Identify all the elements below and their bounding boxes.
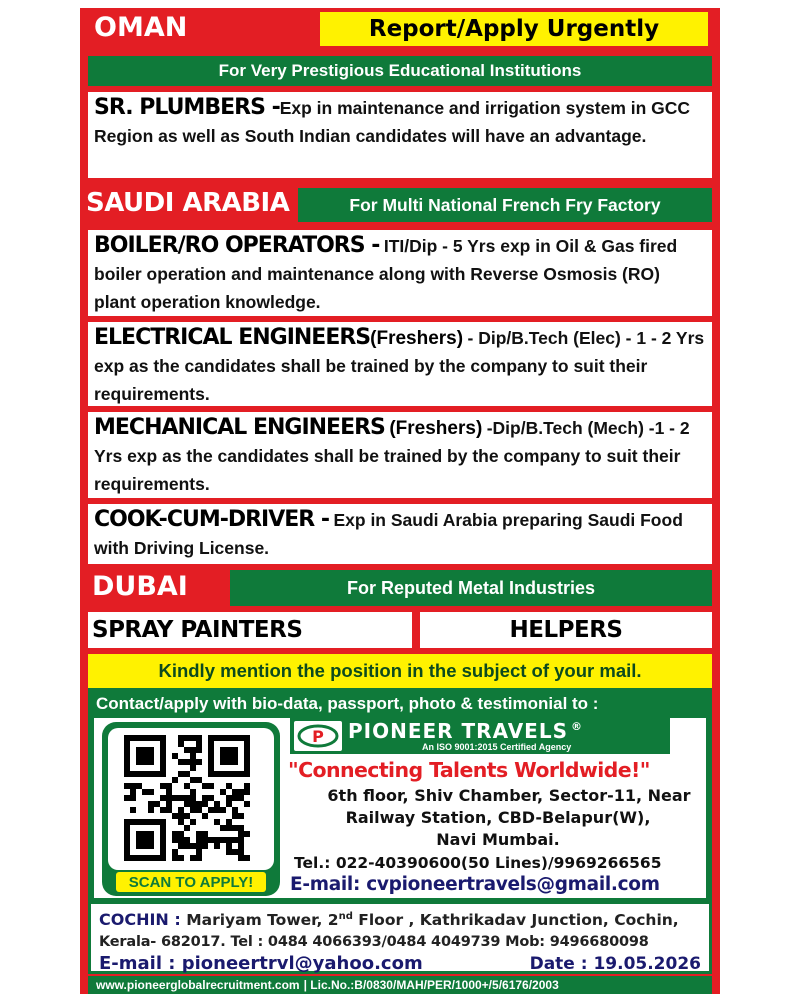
- urgent-banner: [320, 12, 708, 46]
- cochin-address-line: [99, 906, 701, 931]
- agency-telephone: Tel.: 022-40390600(50 Lines)/9969266565: [294, 854, 662, 872]
- cochin-label: COCHIN :: [99, 910, 181, 930]
- poster-date: Date : 19.05.2026: [529, 954, 701, 975]
- agency-certification: An ISO 9001:2015 Certified Agency: [422, 742, 572, 752]
- cochin-address-b: Floor , Kathrikadav Junction, Cochin,: [352, 911, 679, 930]
- job-title: MECHANICAL ENGINEERS: [94, 415, 385, 440]
- address-line: Navi Mumbai.: [436, 830, 560, 849]
- job-tag: (Freshers): [370, 328, 464, 349]
- position-spray-painters: [88, 612, 412, 648]
- qr-module: [172, 777, 178, 783]
- dubai-country-label: DUBAI: [92, 570, 188, 602]
- qr-module: [148, 807, 154, 813]
- qr-module: [130, 807, 136, 813]
- qr-module: [244, 789, 250, 795]
- job-description: Exp in maintenance and irrigation system in GCC Region as well as South Indian candidates will have an advantage.: [94, 98, 691, 146]
- qr-module: [196, 759, 202, 765]
- job-sr-plumbers: [88, 92, 712, 178]
- job-electrical-engineers: [88, 322, 712, 406]
- job-description: -Dip/B.Tech (Mech) -1 - 2 Yrs exp as the candidates shall be trained by the company to suit their requirements.: [94, 418, 690, 494]
- qr-module: [160, 855, 166, 861]
- job-mechanical-engineers: [88, 412, 712, 498]
- registered-mark: ®: [570, 720, 583, 734]
- qr-matrix: [124, 735, 250, 861]
- qr-block: [102, 722, 280, 896]
- agency-name: [348, 719, 666, 743]
- advertisement-poster: [80, 8, 720, 994]
- mail-note-text: Kindly mention the position in the subject of your mail.: [158, 660, 642, 681]
- agency-emblem-icon: [294, 721, 342, 751]
- qr-module: [190, 819, 196, 825]
- qr-module: [244, 831, 250, 837]
- qr-module: [244, 771, 250, 777]
- qr-module: [220, 807, 226, 813]
- cochin-contact-line: Kerala- 682017. Tel : 0484 4066393/0484 4049739 Mob: 9496680098: [99, 934, 649, 951]
- agency-logo: [290, 718, 670, 754]
- qr-module: [160, 771, 166, 777]
- cochin-superscript: nd: [338, 911, 353, 922]
- urgent-text: Report/Apply Urgently: [368, 16, 660, 42]
- qr-module: [196, 747, 202, 753]
- qr-module: [232, 759, 238, 765]
- address-line: Railway Station, CBD-Belapur(W),: [345, 808, 651, 827]
- footer-license: | Lic.No.:B/0830/MAH/PER/1000+/5/6176/2003: [303, 978, 559, 992]
- position-label: SPRAY PAINTERS: [92, 617, 303, 643]
- qr-module: [214, 843, 220, 849]
- qr-module: [196, 855, 202, 861]
- footer-website[interactable]: www.pioneerglobalrecruitment.com: [96, 978, 300, 992]
- svg-text:P: P: [312, 727, 324, 746]
- qr-module: [148, 843, 154, 849]
- job-description: Exp in Saudi Arabia preparing Saudi Food with Driving License.: [94, 510, 683, 558]
- job-tag: (Freshers): [389, 418, 483, 439]
- agency-email[interactable]: E-mail: cvpioneertravels@gmail.com: [290, 874, 660, 895]
- contact-heading: Contact/apply with bio-data, passport, photo & testimonial to :: [96, 694, 599, 713]
- qr-module: [244, 855, 250, 861]
- job-title: ELECTRICAL ENGINEERS: [94, 325, 371, 350]
- qr-module: [148, 789, 154, 795]
- saudi-country-label: SAUDI ARABIA: [86, 188, 290, 218]
- mail-note-banner: [88, 654, 712, 688]
- oman-country-label: OMAN: [94, 11, 188, 43]
- qr-module: [244, 801, 250, 807]
- qr-module: [148, 759, 154, 765]
- qr-module: [202, 843, 208, 849]
- job-description: ITI/Dip - 5 Yrs exp in Oil & Gas fired boiler operation and maintenance along with Reverse Osmosis (RO) plant operation knowledge.: [94, 236, 678, 312]
- job-cook-cum-driver: [88, 504, 712, 564]
- position-helpers: [420, 612, 712, 648]
- job-title: COOK-CUM-DRIVER -: [94, 507, 330, 532]
- job-title: BOILER/RO OPERATORS -: [94, 233, 380, 258]
- job-title: SR. PLUMBERS -: [94, 95, 280, 120]
- scan-to-apply-label: [116, 872, 266, 892]
- qr-module: [238, 813, 244, 819]
- agency-name-text: PIONEER TRAVELS: [348, 719, 568, 743]
- agency-slogan: "Connecting Talents Worldwide!": [288, 758, 650, 782]
- cochin-address-a: Mariyam Tower, 2: [186, 911, 339, 930]
- dubai-subtitle: For Reputed Metal Industries: [230, 570, 712, 606]
- footer-bar: [88, 976, 712, 994]
- oman-subtitle: For Very Prestigious Educational Institutions: [88, 56, 712, 86]
- job-description: - Dip/B.Tech (Elec) - 1 - 2 Yrs exp as the candidates shall be trained by the company to suit their requirements.: [94, 328, 705, 404]
- qr-module: [208, 783, 214, 789]
- cochin-block: [88, 904, 712, 974]
- qr-module: [190, 765, 196, 771]
- qr-module: [202, 813, 208, 819]
- address-line: 6th floor, Shiv Chamber, Sector-11, Near: [327, 786, 691, 805]
- qr-module: [178, 855, 184, 861]
- agency-address: [290, 785, 706, 851]
- cochin-bottom-row: [99, 953, 701, 975]
- qr-module: [130, 795, 136, 801]
- scan-to-apply-text: SCAN TO APPLY!: [128, 873, 254, 891]
- job-boiler-ro-operators: [88, 230, 712, 316]
- saudi-subtitle: For Multi National French Fry Factory: [298, 188, 712, 222]
- position-label: HELPERS: [509, 617, 623, 643]
- cochin-email[interactable]: E-mail : pioneertrvl@yahoo.com: [99, 953, 423, 975]
- qr-module: [184, 825, 190, 831]
- qr-code: [108, 728, 274, 870]
